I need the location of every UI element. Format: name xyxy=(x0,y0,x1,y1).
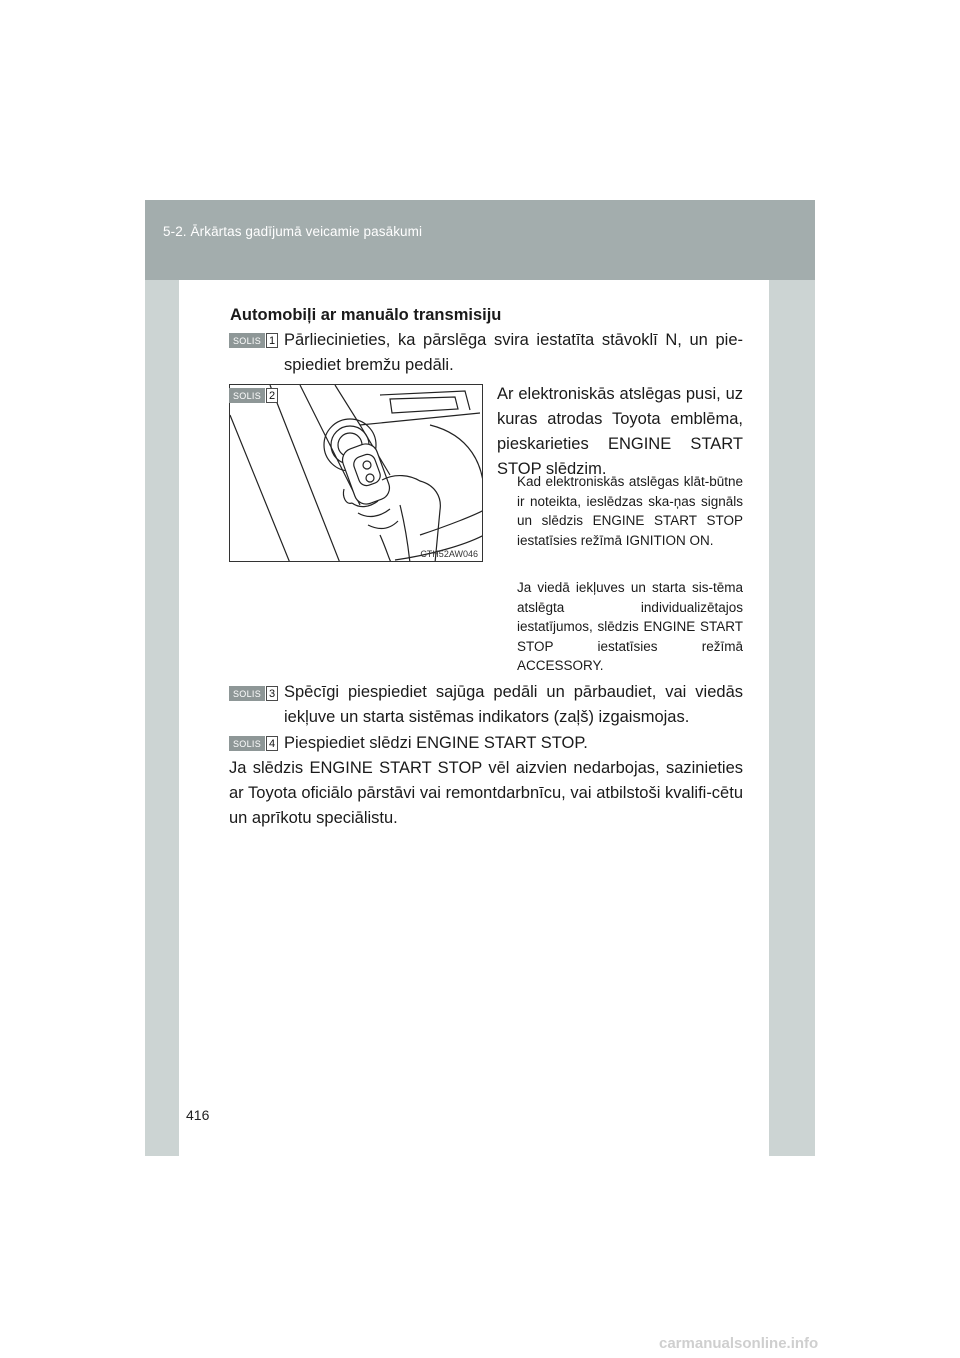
left-margin-bar xyxy=(145,280,179,1156)
step-number: 3 xyxy=(266,686,278,701)
step-label: SOLIS xyxy=(229,686,265,701)
step-1-badge xyxy=(229,333,279,348)
key-touch-illustration xyxy=(230,385,483,562)
step-2-text: Ar elektroniskās atslēgas pusi, uz kuras atrodas Toyota emblēma, pieskarieties ENGINE START STOP slēdzim. xyxy=(497,385,743,478)
step-label: SOLIS xyxy=(229,736,265,751)
step-label: SOLIS xyxy=(229,388,265,403)
section-heading: Automobiļi ar manuālo transmisiju xyxy=(230,306,502,324)
step-2-badge xyxy=(229,388,279,403)
note-2-text: Ja viedā iekļuves un starta sis-tēma atslēgta individualizētajos iestatījumos, slēdzis ENGINE START STOP iestatīsies režīmā ACCESSORY. xyxy=(517,580,743,673)
step-number: 1 xyxy=(266,333,278,348)
step-1-text: Pārliecinieties, ka pārslēga svira iestatīta stāvoklī N, un pie-spiediet bremžu pedāli. xyxy=(284,331,743,374)
step-4-badge xyxy=(229,736,279,751)
header-band xyxy=(145,200,815,280)
step-3-badge xyxy=(229,686,279,701)
figure-code: CTH52AW046 xyxy=(420,549,478,559)
watermark: carmanualsonline.info xyxy=(659,1335,819,1352)
closing-paragraph: Ja slēdzis ENGINE START STOP vēl aizvien nedarbojas, sazinieties ar Toyota oficiālo pārstāvi vai remontdarbnīcu, vai atbilstoši kvalifi-cētu un aprīkotu speciālistu. xyxy=(229,759,743,827)
step-number: 4 xyxy=(266,736,278,751)
right-margin-bar xyxy=(769,280,815,1156)
illustration-key-touch xyxy=(229,384,483,562)
step-label: SOLIS xyxy=(229,333,265,348)
page-number: 416 xyxy=(186,1107,210,1123)
step-number: 2 xyxy=(266,388,278,403)
step-3-text: Spēcīgi piespiediet sajūga pedāli un pārbaudiet, vai viedās iekļuve un starta sistēmas indikators (zaļš) izgaismojas. xyxy=(284,683,743,726)
step-4-text: Piespiediet slēdzi ENGINE START STOP. xyxy=(284,734,588,752)
note-1-text: Kad elektroniskās atslēgas klāt-būtne ir noteikta, ieslēdzas ska-ņas signāls un slēdzis ENGINE START STOP iestatīsies režīmā IGNITION ON. xyxy=(517,474,743,548)
section-title: 5-2. Ārkārtas gadījumā veicamie pasākumi xyxy=(163,224,423,239)
